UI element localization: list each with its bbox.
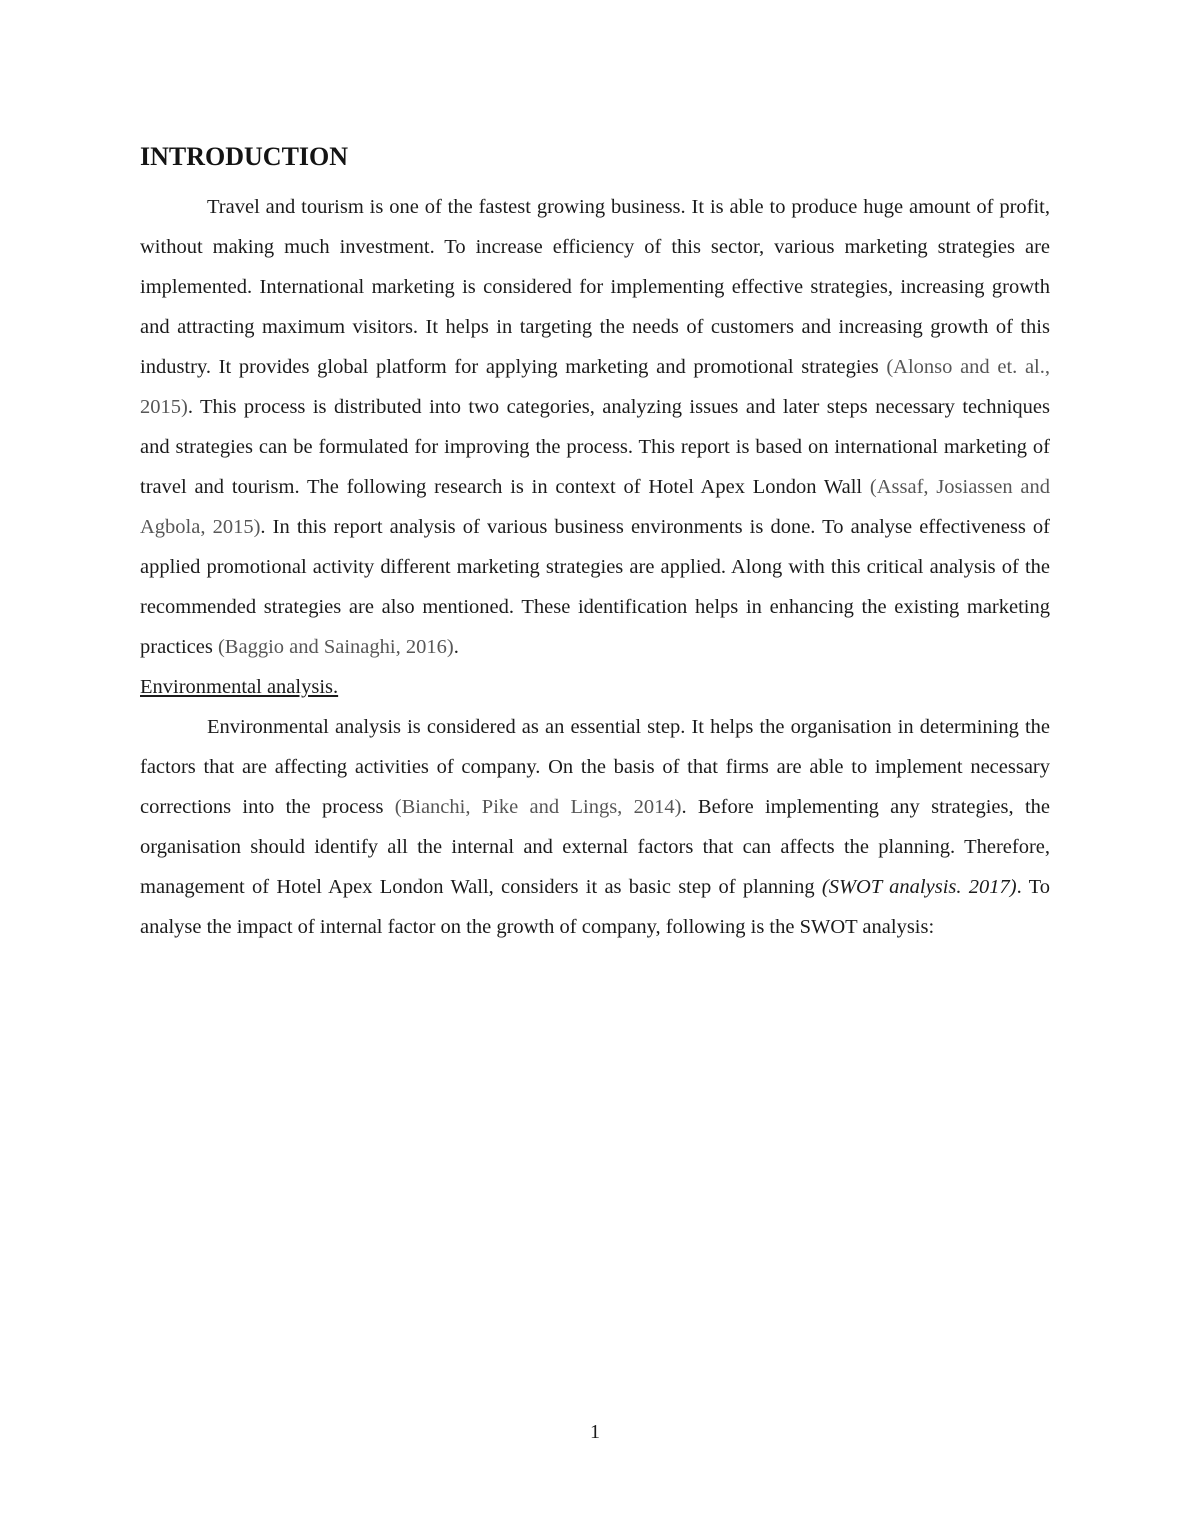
- citation-text: (Assaf, Josiassen and Agbola, 2015): [140, 476, 1050, 538]
- citation-text: (Bianchi, Pike and Lings, 2014): [394, 796, 682, 818]
- citation-text: (Baggio and Sainaghi, 2016): [217, 636, 454, 658]
- citation-text: (Alonso and et. al., 2015): [140, 356, 1050, 418]
- text-run: . In this report analysis of various business environments is done. To analyse effectiveness of applied promotional activity different marketing strategies are applied. Along with this critical analysis of the recommended strategies are also mentioned. These identification helps in enhancing the existing marketing practices: [140, 516, 1051, 658]
- section-heading: INTRODUCTION: [140, 142, 349, 171]
- text-run: Environmental analysis is considered as an essential step. It helps the organisation in determining the factors that are affecting activities of company. On the basis of that firms are able to implement necessary corrections into the process: [140, 716, 1050, 818]
- text-run: . Before implementing any strategies, the organisation should identify all the internal and external factors that can affects the planning. Therefore, management of Hotel Apex London Wall, considers it as basic step of planning: [140, 796, 1051, 898]
- page-number: 1: [590, 1421, 600, 1443]
- text-run: Travel and tourism is one of the fastest growing business. It is able to produce huge amount of profit, without making much investment. To increase efficiency of this sector, various marketing strategies are implemented. International marketing is considered for implementing effective strategies, increasing growth and attracting maximum visitors. It helps in targeting the needs of customers and increasing growth of this industry. It provides global platform for applying marketing and promotional strategies: [140, 196, 1050, 378]
- text-run: . To analyse the impact of internal factor on the growth of company, following is the SWOT analysis:: [140, 876, 1051, 938]
- text-run: .: [453, 636, 459, 658]
- subheading-environmental-analysis: Environmental analysis.: [140, 676, 339, 698]
- paragraph-environmental-analysis: [140, 707, 1050, 947]
- text-run: . This process is distributed into two categories, analyzing issues and later steps necessary techniques and strategies can be formulated for improving the process. This report is based on international marketing of travel and tourism. The following research is in context of Hotel Apex London Wall: [140, 396, 1050, 498]
- italic-text: (SWOT analysis. 2017): [821, 876, 1017, 898]
- paragraph-introduction: [140, 187, 1050, 667]
